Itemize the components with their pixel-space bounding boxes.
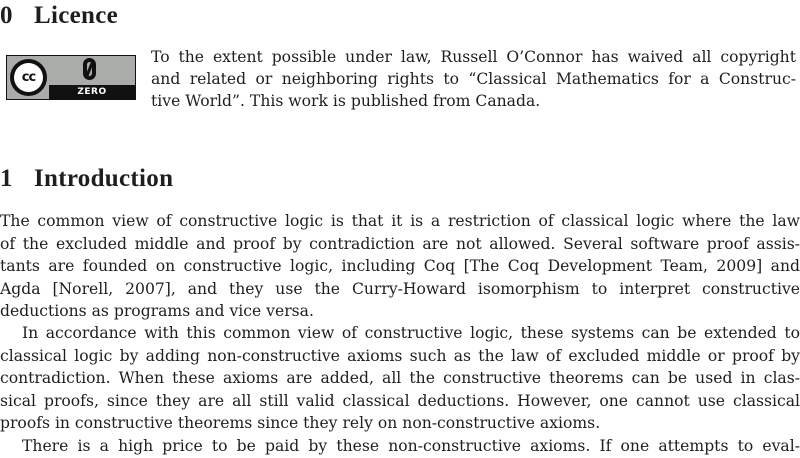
text-line: and related or neighboring rights to “Classical Mathematics for a Construc- bbox=[151, 70, 796, 88]
text-line: classical logic by adding non-constructive axioms such as the law of excluded middle or proof by bbox=[0, 346, 800, 365]
text-line: Agda [Norell, 2007], and they use the Curry-Howard isomorphism to interpret constructive bbox=[0, 279, 800, 298]
text-line: The common view of constructive logic is that it is a restriction of classical logic where the law bbox=[0, 212, 800, 230]
paragraph bbox=[0, 435, 800, 458]
section-number: 0 bbox=[0, 2, 13, 29]
paragraph bbox=[0, 210, 800, 323]
text-line: of the excluded middle and proof by contradiction are not allowed. Several software proof assis- bbox=[0, 234, 800, 253]
text-line: tive World”. This work is published from Canada. bbox=[151, 92, 541, 110]
zero-label: ZERO bbox=[49, 85, 135, 99]
text-line: In accordance with this common view of constructive logic, these systems can be extended to bbox=[22, 324, 800, 342]
text-line: tants are founded on constructive logic, including Coq [The Coq Development Team, 2009] and bbox=[0, 257, 800, 275]
zero-icon bbox=[83, 58, 96, 80]
section-title: Licence bbox=[34, 2, 119, 29]
licence-paragraph bbox=[151, 46, 796, 112]
cc-icon: cc bbox=[10, 59, 47, 96]
cc-zero-badge bbox=[6, 55, 136, 100]
paragraph bbox=[0, 322, 800, 435]
section-heading-licence bbox=[0, 2, 118, 30]
text-line: To the extent possible under law, Russell O’Connor has waived all copyright bbox=[151, 48, 796, 66]
text-line: deductions as programs and vice versa. bbox=[0, 302, 314, 320]
section-number: 1 bbox=[0, 165, 13, 192]
section-title: Introduction bbox=[34, 165, 174, 192]
text-line: contradiction. When these axioms are added, all the constructive theorems can be used in clas- bbox=[0, 369, 800, 387]
text-line: There is a high price to be paid by these non-constructive axioms. If one attempts to eval- bbox=[22, 437, 800, 455]
text-line: proofs in constructive theorems since they rely on non-constructive axioms. bbox=[0, 414, 601, 432]
text-line: sical proofs, since they are all still valid classical deductions. However, one cannot use classical bbox=[0, 391, 800, 410]
section-heading-introduction bbox=[0, 165, 173, 193]
